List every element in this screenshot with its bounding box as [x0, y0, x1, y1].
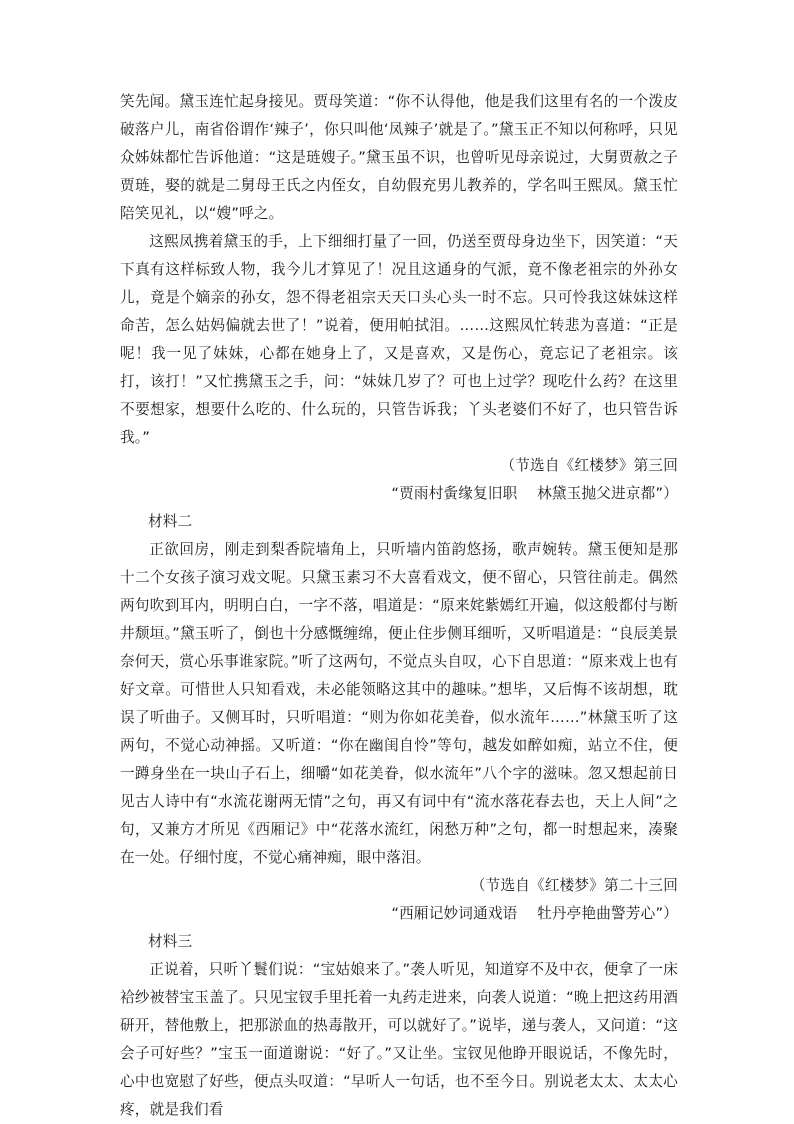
document-page: [120, 88, 678, 1124]
material-3-heading: 材料三: [148, 933, 193, 950]
paragraph-4: 正说着，只听丫鬟们说：“宝姑娘来了。”袭人听见，知道穿不及中衣，便拿了一床袷纱被替宝玉盖了。只见宝钗手里托着一丸药走进来，向袭人说道：“晚上把这药用酒研开，替他敷上，把那淤血的热毒散开，可以就好了。”说毕，递与袭人，又问道：“这会子可好些？”宝玉一面道谢说：“好了。”又让坐。宝钗见他睁开眼说话，不像先时，心中也宽慰了好些，便点头叹道：“早听人一句话，也不至今日。别说老太太、太太心疼，就是我们看: [120, 961, 678, 1118]
paragraph-3: 正欲回房，刚走到梨香院墙角上，只听墙内笛韵悠扬，歌声婉转。黛玉便知是那十二个女孩子演习戏文呢。只黛玉素习不大喜看戏文，便不留心，只管往前走。偶然两句吹到耳内，明明白白，一字不落，唱道是：“原来姹紫嫣红开遍，似这般都付与断井颓垣。”黛玉听了，倒也十分感慨缠绵，便止住步侧耳细听，又听唱道是：“良辰美景奈何天，赏心乐事谁家院。”听了这两句，不觉点头自叹，心下自思道：“原来戏上也有好文章。可惜世人只知看戏，未必能领略这其中的趣味。”想毕，又后悔不该胡想，耽误了听曲子。又侧耳时，只听唱道：“则为你如花美眷，似水流年……”林黛玉听了这两句，不觉心动神摇。又听道：“你在幽闺自怜”等句，越发如醉如痴，站立不住，便一蹲身坐在一块山子石上，细嚼“如花美眷，似水流年”八个字的滋味。忽又想起前日见古人诗中有“水流花谢两无情”之句，再又有词中有“流水落花春去也，天上人间”之句，又兼方才所见《西厢记》中“花落水流红，闲愁万种”之句，都一时想起来，凑聚在一处。仔细忖度，不觉心痛神痴，眼中落泪。: [120, 541, 678, 866]
source-line-1: （节选自《红楼梦》第三回: [500, 457, 678, 474]
material-2-heading: 材料二: [148, 513, 193, 530]
source-line-4: “西厢记妙词通戏语 牡丹亭艳曲警芳心”）: [391, 905, 678, 922]
paragraph-1: 笑先闻。黛玉连忙起身接见。贾母笑道：“你不认得他，他是我们这里有名的一个泼皮破落户儿，南省俗谓作‘辣子’，你只叫他‘凤辣子’就是了。”黛玉正不知以何称呼，只见众姊妹都忙告诉他道：“这是琏嫂子。”黛玉虽不识，也曾听见母亲说过，大舅贾赦之子贾琏，娶的就是二舅母王氏之内侄女，自幼假充男儿教养的，学名叫王熙凤。黛玉忙陪笑见礼，以“嫂”呼之。: [120, 93, 678, 222]
paragraph-2: 这熙凤携着黛玉的手，上下细细打量了一回，仍送至贾母身边坐下，因笑道：“天下真有这样标致人物，我今儿才算见了！况且这通身的气派，竟不像老祖宗的外孙女儿，竟是个嫡亲的孙女，怨不得老祖宗天天口头心头一时不忘。只可怜我这妹妹这样命苦，怎么姑妈偏就去世了！”说着，便用帕拭泪。……这熙凤忙转悲为喜道：“正是呢！我一见了妹妹，心都在她身上了，又是喜欢，又是伤心，竟忘记了老祖宗。该打，该打！”又忙携黛玉之手，问：“妹妹几岁了？可也上过学？现吃什么药？在这里不要想家，想要什么吃的、什么玩的，只管告诉我；丫头老婆们不好了，也只管告诉我。”: [120, 233, 678, 446]
source-line-2: “贾雨村夤缘复旧职 林黛玉抛父进京都”）: [391, 485, 678, 502]
source-line-3: （节选自《红楼梦》第二十三回: [470, 877, 678, 894]
